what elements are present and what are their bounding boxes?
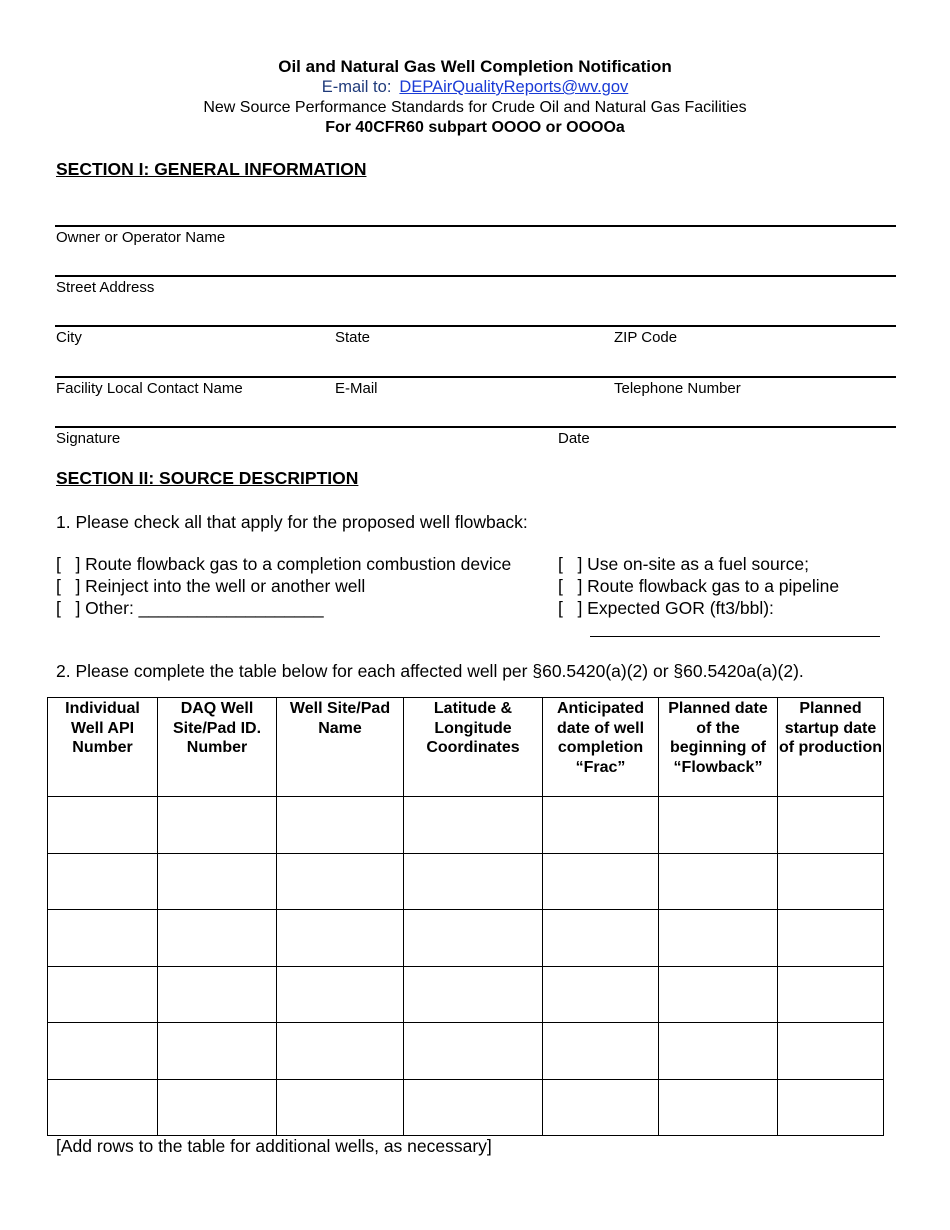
- option-fuel-source[interactable]: [ ] Use on-site as a fuel source;: [558, 554, 809, 574]
- table-cell[interactable]: [277, 910, 404, 967]
- table-cell[interactable]: [778, 966, 884, 1023]
- table-cell[interactable]: [778, 853, 884, 910]
- table-cell[interactable]: [158, 966, 277, 1023]
- table-header-row: [48, 698, 884, 797]
- table-cell[interactable]: [778, 910, 884, 967]
- zip-label: ZIP Code: [614, 329, 678, 346]
- form-subtitle: New Source Performance Standards for Crude Oil and Natural Gas Facilities: [203, 99, 747, 116]
- date-label: Date: [558, 430, 590, 447]
- table-row: [48, 1079, 884, 1136]
- table-cell[interactable]: [543, 1079, 659, 1136]
- header-daq-id: DAQ Well Site/Pad ID. Number: [158, 698, 277, 797]
- table-cell[interactable]: [158, 1079, 277, 1136]
- header-flowback-date: Planned date of the beginning of “Flowback”: [659, 698, 778, 797]
- table-cell[interactable]: [404, 1079, 543, 1136]
- table-cell[interactable]: [543, 966, 659, 1023]
- owner-label: Owner or Operator Name: [56, 229, 226, 246]
- table-cell[interactable]: [158, 1023, 277, 1080]
- city-state-zip-line[interactable]: [55, 325, 896, 327]
- table-cell[interactable]: [778, 797, 884, 854]
- table-row: [48, 966, 884, 1023]
- table-cell[interactable]: [48, 797, 158, 854]
- email-prefix: E-mail to:: [321, 78, 392, 96]
- question-1: 1. Please check all that apply for the proposed well flowback:: [56, 512, 528, 532]
- table-cell[interactable]: [404, 853, 543, 910]
- form-subpart: For 40CFR60 subpart OOOO or OOOOa: [325, 119, 625, 136]
- table-row: [48, 853, 884, 910]
- question-2: 2. Please complete the table below for each affected well per §60.5420(a)(2) or §60.5420a(a)(2).: [56, 661, 804, 681]
- table-cell[interactable]: [48, 853, 158, 910]
- table-cell[interactable]: [543, 797, 659, 854]
- signature-line[interactable]: [55, 426, 896, 428]
- table-cell[interactable]: [543, 853, 659, 910]
- table-cell[interactable]: [277, 966, 404, 1023]
- table-row: [48, 910, 884, 967]
- wells-table: [47, 697, 884, 1136]
- table-cell[interactable]: [404, 1023, 543, 1080]
- table-row: [48, 797, 884, 854]
- form-title: Oil and Natural Gas Well Completion Notification: [278, 57, 672, 76]
- header-api-number: Individual Well API Number: [48, 698, 158, 797]
- section1-title: SECTION I: GENERAL INFORMATION: [56, 159, 367, 179]
- table-cell[interactable]: [277, 797, 404, 854]
- table-cell[interactable]: [277, 1079, 404, 1136]
- option-gor[interactable]: [ ] Expected GOR (ft3/bbl):: [558, 598, 774, 618]
- table-cell[interactable]: [158, 910, 277, 967]
- gor-input-line[interactable]: [590, 636, 880, 637]
- table-cell[interactable]: [277, 1023, 404, 1080]
- table-cell[interactable]: [659, 853, 778, 910]
- table-cell[interactable]: [277, 853, 404, 910]
- table-cell[interactable]: [778, 1079, 884, 1136]
- table-cell[interactable]: [404, 910, 543, 967]
- owner-field-line[interactable]: [55, 225, 896, 227]
- email-label: E-Mail: [335, 380, 378, 397]
- header-completion-date: Anticipated date of well completion “Frac”: [543, 698, 659, 797]
- email-link[interactable]: DEPAirQualityReports@wv.gov: [399, 78, 629, 96]
- table-cell[interactable]: [543, 1023, 659, 1080]
- table-cell[interactable]: [48, 966, 158, 1023]
- email-line: [0, 77, 950, 98]
- table-cell[interactable]: [659, 966, 778, 1023]
- table-cell[interactable]: [404, 797, 543, 854]
- table-cell[interactable]: [48, 1079, 158, 1136]
- option-pipeline[interactable]: [ ] Route flowback gas to a pipeline: [558, 576, 840, 596]
- table-cell[interactable]: [543, 910, 659, 967]
- table-cell[interactable]: [659, 797, 778, 854]
- street-field-line[interactable]: [55, 275, 896, 277]
- form-header: [0, 56, 950, 138]
- option-other[interactable]: [ ] Other: ___________________: [56, 598, 324, 618]
- table-footnote: [Add rows to the table for additional wells, as necessary]: [56, 1136, 492, 1156]
- header-coordinates: Latitude & Longitude Coordinates: [404, 698, 543, 797]
- table-cell[interactable]: [659, 910, 778, 967]
- table-cell[interactable]: [48, 910, 158, 967]
- contact-line[interactable]: [55, 376, 896, 378]
- table-cell[interactable]: [48, 1023, 158, 1080]
- table-cell[interactable]: [778, 1023, 884, 1080]
- phone-label: Telephone Number: [614, 380, 741, 397]
- table-cell[interactable]: [158, 797, 277, 854]
- city-label: City: [56, 329, 82, 346]
- option-reinject[interactable]: [ ] Reinject into the well or another well: [56, 576, 366, 596]
- section2-title: SECTION II: SOURCE DESCRIPTION: [56, 468, 359, 488]
- table-cell[interactable]: [659, 1023, 778, 1080]
- table-cell[interactable]: [404, 966, 543, 1023]
- street-label: Street Address: [56, 279, 155, 296]
- table-cell[interactable]: [659, 1079, 778, 1136]
- header-startup-date: Planned startup date of production: [778, 698, 884, 797]
- header-site-name: Well Site/Pad Name: [277, 698, 404, 797]
- table-cell[interactable]: [158, 853, 277, 910]
- signature-label: Signature: [56, 430, 121, 447]
- contact-label: Facility Local Contact Name: [56, 380, 243, 397]
- option-combustion-device[interactable]: [ ] Route flowback gas to a completion combustion device: [56, 554, 512, 574]
- table-row: [48, 1023, 884, 1080]
- state-label: State: [335, 329, 371, 346]
